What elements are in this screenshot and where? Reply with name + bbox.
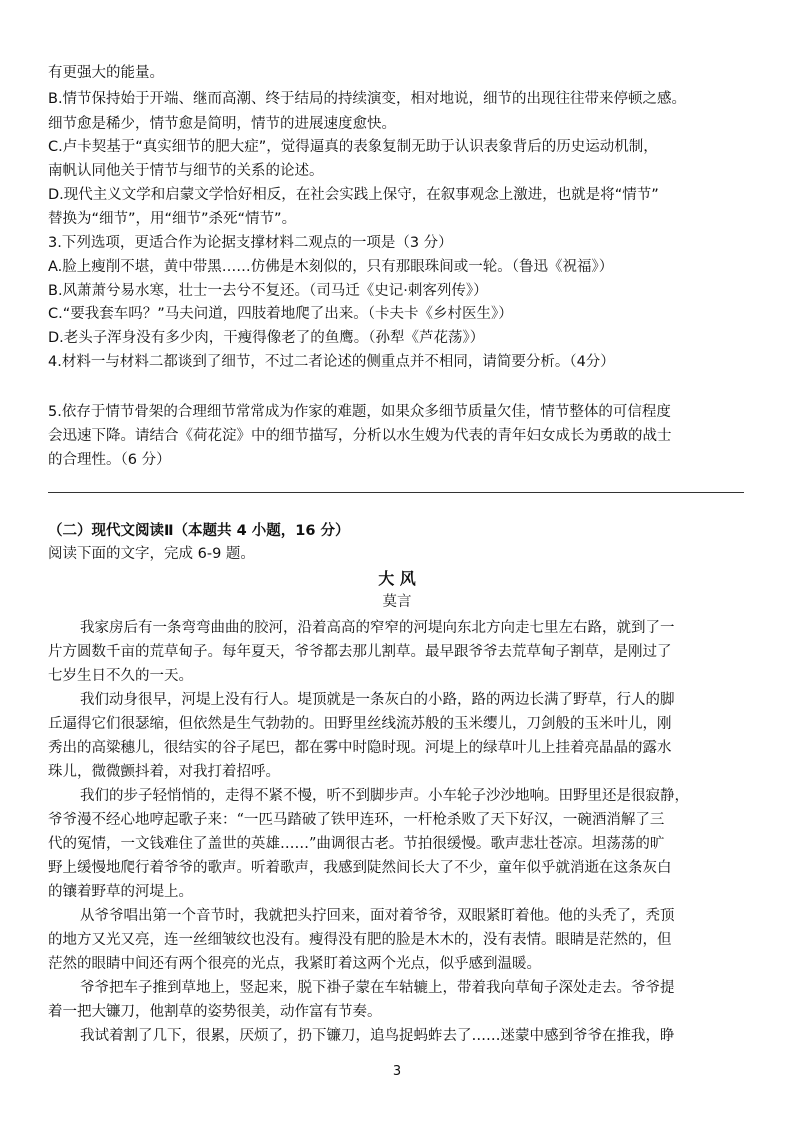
story-line: 秀出的高粱穗儿，很结实的谷子尾巴，都在雾中时隐时现。河堤上的绿草叶儿上挂着亮晶晶的露水: [48, 740, 672, 756]
story-line: 的地方又光又亮，连一丝细皱纹也没有。瘦得没有肥的脸是木木的，没有表情。眼睛是茫然的，但: [48, 932, 672, 948]
question-5-line-3: 的合理性。（6 分）: [48, 452, 171, 468]
story-line: 丘逼得它们很瑟缩，但依然是生气勃勃的。田野里丝线流苏般的玉米缨儿，刀剑般的玉米叶儿，刚: [48, 716, 672, 732]
story-line: 爷爷把车子推到草地上，竖起来，脱下褂子蒙在车轱辘上，带着我向草甸子深处走去。爷爷提: [80, 980, 675, 996]
story-author: 莫言: [382, 594, 412, 610]
section-divider: [48, 492, 744, 493]
reading-instruction: 阅读下面的文字，完成 6-9 题。: [48, 546, 255, 562]
story-line: 我们的步子轻悄悄的，走得不紧不慢，听不到脚步声。小车轮子沙沙地响。田野里还是很寂静，: [80, 788, 689, 804]
q3-option-c: C.“要我套车吗？”马夫问道，四肢着地爬了出来。（卡夫卡《乡村医生》）: [48, 306, 513, 322]
story-line: 代的冤情，一文钱难住了盖世的英雄……”曲调很古老。节拍很缓慢。歌声悲壮苍凉。坦荡荡的旷: [48, 836, 665, 852]
story-line: 着一把大镰刀，他割草的姿势很美，动作富有节奏。: [48, 1004, 382, 1020]
q3-option-d: D.老头子浑身没有多少肉，干瘦得像老了的鱼鹰。（孙犁《芦花荡》）: [48, 330, 485, 346]
story-line: 的镶着野草的河堤上。: [48, 884, 193, 900]
option-d-line-2: 替换为“细节”，用“细节”杀死“情节”。: [48, 211, 297, 227]
text-line: 有更强大的能量。: [48, 65, 164, 81]
story-line: 野上缓慢地爬行着爷爷的歌声。听着歌声，我感到陡然间长大了不少，童年似乎就消逝在这条灰白: [48, 860, 672, 876]
page-number: 3: [392, 1064, 402, 1079]
story-title: 大 风: [378, 569, 416, 588]
story-line: 爷爷漫不经心地哼起歌子来：“一匹马踏破了铁甲连环，一杆枪杀败了天下好汉，一碗酒消解了三: [48, 812, 665, 828]
story-line: 我试着割了几下，很累，厌烦了，扔下镰刀，追鸟捉蚂蚱去了……迷蒙中感到爷爷在推我，睁: [80, 1028, 675, 1044]
story-line: 茫然的眼睛中间还有两个很亮的光点，我紧盯着这两个光点，似乎感到温暖。: [48, 956, 541, 972]
story-line: 珠儿，微微颤抖着，对我打着招呼。: [48, 764, 280, 780]
question-5-line-1: 5.依存于情节骨架的合理细节常常成为作家的难题，如果众多细节质量欠佳，情节整体的可信程度: [48, 404, 671, 420]
q3-option-b: B.风萧萧兮易水寒，壮士一去兮不复还。（司马迁《史记·刺客列传》）: [48, 283, 488, 299]
story-line: 我们动身很早，河堤上没有行人。堤顶就是一条灰白的小路，路的两边长满了野草，行人的脚: [80, 692, 675, 708]
option-c-line-1: C.卢卡契基于“真实细节的肥大症”，觉得逼真的表象复制无助于认识表象背后的历史运动机制，: [48, 139, 658, 155]
story-line: 七岁生日不久的一天。: [48, 668, 193, 684]
q3-option-a: A.脸上瘦削不堪，黄中带黑……仿佛是木刻似的，只有那眼珠间或一轮。（鲁迅《祝福》）: [48, 259, 614, 275]
option-c-line-2: 南帆认同他关于情节与细节的关系的论述。: [48, 163, 324, 179]
question-3: 3.下列选项，更适合作为论据支撑材料二观点的一项是（3 分）: [48, 235, 453, 251]
question-5-line-2: 会迅速下降。请结合《荷花淀》中的细节描写，分析以水生嫂为代表的青年妇女成长为勇敢的战士: [48, 428, 672, 444]
story-line: 片方圆数千亩的荒草甸子。每年夏天，爷爷都去那儿割草。最早跟爷爷去荒草甸子割草，是刚过了: [48, 644, 672, 660]
story-line: 我家房后有一条弯弯曲曲的胶河，沿着高高的窄窄的河堤向东北方向走七里左右路，就到了一: [80, 620, 675, 636]
option-b-line-1: B.情节保持始于开端、继而高潮、终于结局的持续演变，相对地说，细节的出现往往带来停顿之感。: [48, 91, 687, 107]
option-b-line-2: 细节愈是稀少，情节愈是简明，情节的进展速度愈快。: [48, 116, 396, 132]
option-d-line-1: D.现代主义文学和启蒙文学恰好相反，在社会实践上保守，在叙事观念上激进，也就是将“情节”: [48, 187, 659, 203]
section-heading: （二）现代文阅读Ⅱ（本题共 4 小题，16 分）: [48, 523, 350, 539]
story-line: 从爷爷唱出第一个音节时，我就把头拧回来，面对着爷爷，双眼紧盯着他。他的头秃了，秃顶: [80, 908, 675, 924]
question-4: 4.材料一与材料二都谈到了细节，不过二者论述的侧重点并不相同，请简要分析。（4分）: [48, 354, 615, 370]
